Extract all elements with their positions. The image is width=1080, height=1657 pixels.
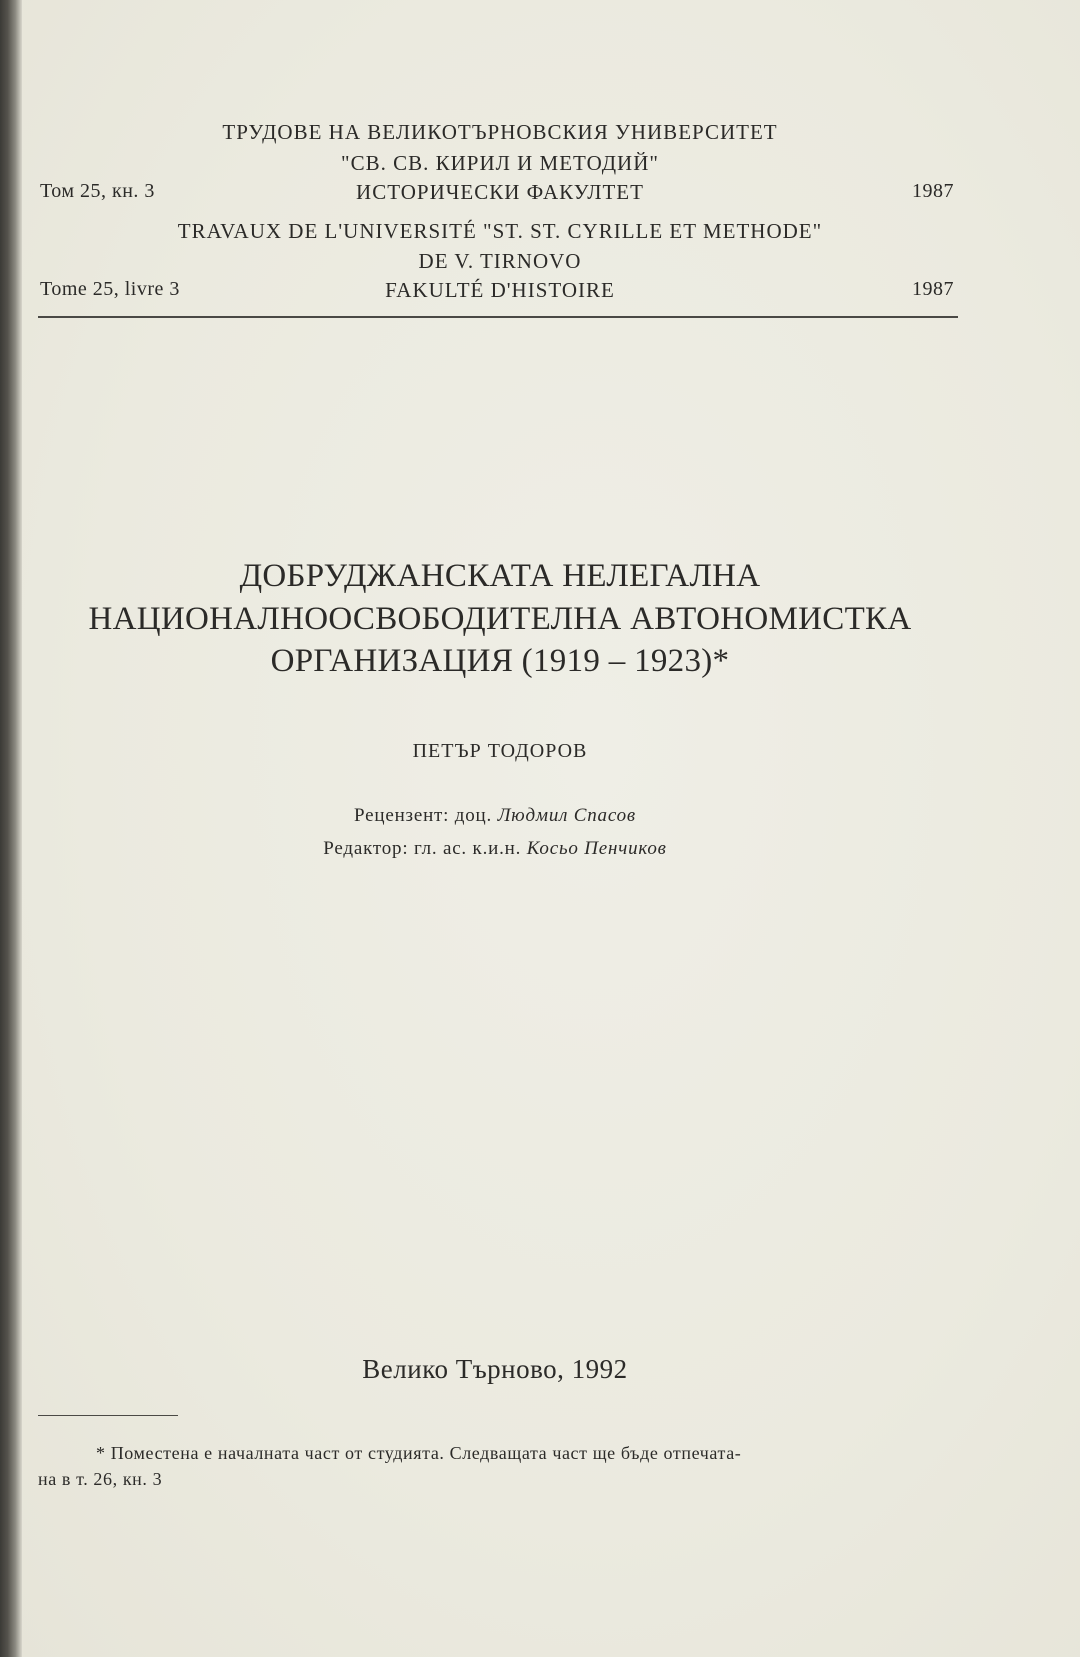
header-bg-line2: "СВ. СВ. КИРИЛ И МЕТОДИЙ" (341, 151, 659, 175)
header-bg-line2-row (0, 151, 1080, 179)
editor-name: Косьо Пенчиков (526, 838, 667, 859)
header-fr-line2: DE V. TIRNOVO (418, 249, 582, 273)
header-fr-line1: TRAVAUX DE L'UNIVERSITÉ "ST. ST. CYRILLE ET METHODE" (177, 219, 823, 243)
header-bg-volume: Том 25, кн. 3 (40, 180, 155, 202)
header-fr-volume: Tome 25, livre 3 (40, 278, 180, 300)
article-title-line3: ОРГАНИЗАЦИЯ (1919 – 1923)* (270, 643, 730, 679)
imprint-place-year: Велико Търново, 1992 (362, 1354, 628, 1384)
header-bg-line1-row (0, 120, 1080, 148)
article-title-line1: ДОБРУДЖАНСКАТА НЕЛЕГАЛНА (239, 558, 761, 594)
header-fr-year: 1987 (912, 278, 954, 300)
article-title-line2: НАЦИОНАЛНООСВОБОДИТЕЛНА АВТОНОМИСТКА (88, 601, 912, 637)
reviewer-name: Людмил Спасов (497, 805, 636, 826)
header-fr-line1-row (0, 219, 1080, 247)
footnote-rule (38, 1415, 178, 1416)
reviewer-credit (0, 805, 990, 827)
header-fr-line3-row (0, 278, 1080, 306)
header-fr-line3: FAKULTÉ D'HISTOIRE (385, 278, 615, 302)
editor-credit (0, 838, 990, 860)
editor-label: Редактор: гл. ас. к.и.н. (323, 838, 522, 859)
article-author: ПЕТЪР ТОДОРОВ (412, 740, 588, 762)
header-bg-line3: ИСТОРИЧЕСКИ ФАКУЛТЕТ (356, 180, 644, 204)
header-bg-line3-row (0, 180, 1080, 208)
header-fr-line2-row (0, 249, 1080, 277)
footnote-line1: * Поместена е началната част от студията. Следващата част ще бъде отпечата- (96, 1443, 742, 1463)
header-bg-year: 1987 (912, 180, 954, 202)
header-bg-line1: ТРУДОВЕ НА ВЕЛИКОТЪРНОВСКИЯ УНИВЕРСИТЕТ (222, 120, 778, 144)
reviewer-label: Рецензент: доц. (354, 805, 493, 826)
header-rule (38, 316, 958, 318)
footnote-line2: на в т. 26, кн. 3 (38, 1469, 163, 1489)
